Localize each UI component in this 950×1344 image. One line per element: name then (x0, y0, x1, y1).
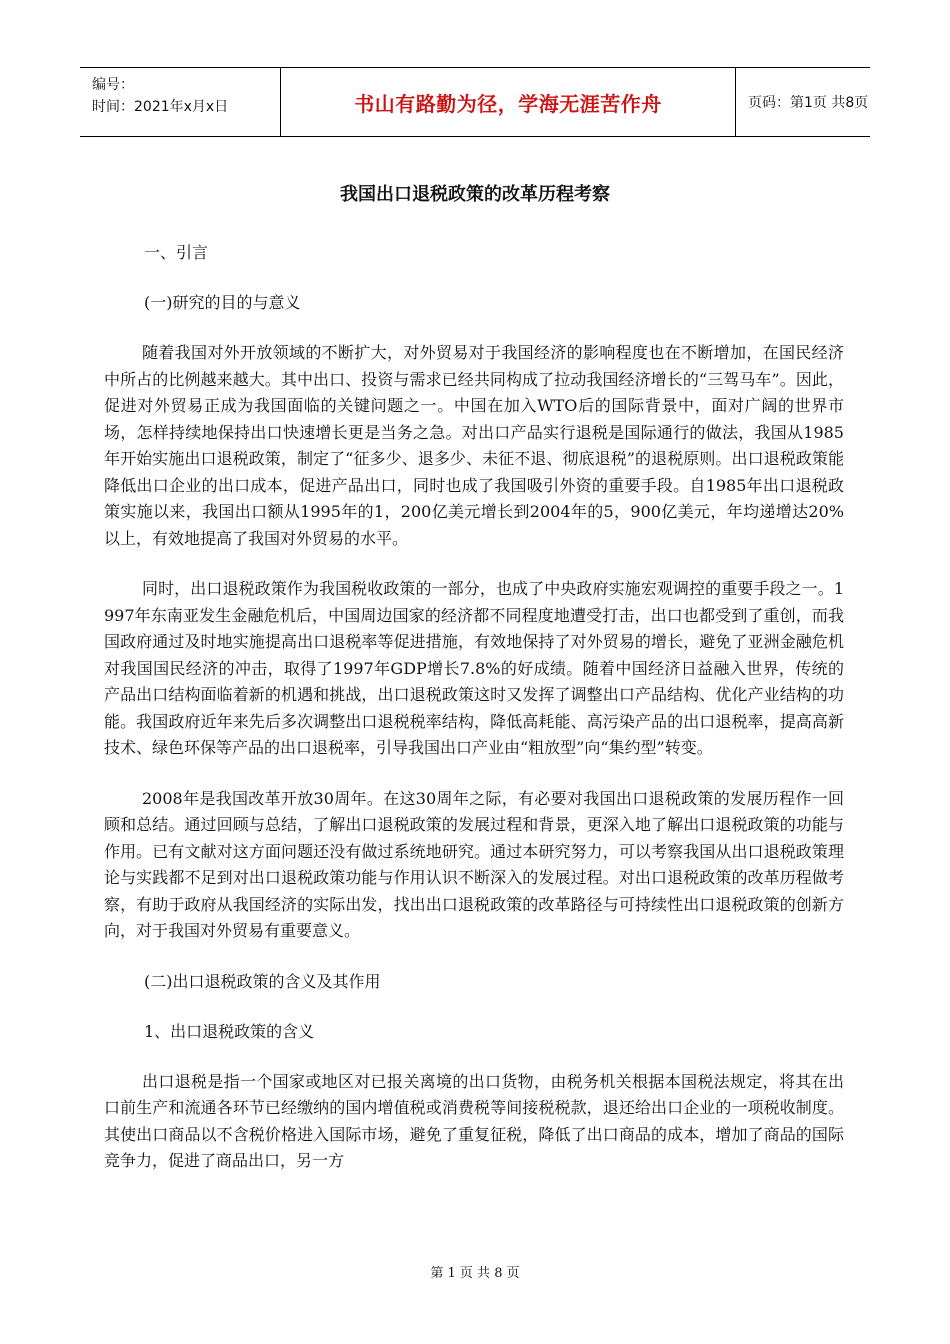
header-motto-cell (281, 68, 736, 136)
paragraph-2: 同时，出口退税政策作为我国税收政策的一部分，也成了中央政府实施宏观调控的重要手段之一。1997年东南亚发生金融危机后，中国周边国家的经济都不同程度地遭受打击，出口也都受到了重创，而我国政府通过及时地实施提高出口退税率等促进措施，有效地保持了对外贸易的增长，避免了亚洲金融危机对我国国民经济的冲击，取得了1997年GDP增长7.8%的好成绩。随着中国经济日益融入世界，传统的产品出口结构面临着新的机遇和挑战，出口退税政策这时又发挥了调整出口产品结构、优化产业结构的功能。我国政府近年来先后多次调整出口退税税率结构，降低高耗能、高污染产品的出口退税率，提高高新技术、绿色环保等产品的出口退税率，引导我国出口产业由“粗放型”向“集约型”转变。 (104, 579, 844, 757)
paragraph-3: 2008年是我国改革开放30周年。在这30周年之际，有必要对我国出口退税政策的发展历程作一回顾和总结。通过回顾与总结，了解出口退税政策的发展过程和背景，更深入地了解出口退税政策的功能与作用。已有文献对这方面问题还没有做过系统地研究。通过本研究努力，可以考察我国从出口退税政策理论与实践都不足到对出口退税政策功能与作用认识不断深入的发展过程。对出口退税政策的改革历程做考察，有助于政府从我国经济的实际出发，找出出口退税政策的改革路径与可持续性出口退税政策的创新方向，对于我国对外贸易有重要意义。 (104, 788, 844, 940)
subsection-heading-meaning: (二)出口退税政策的含义及其作用 (144, 971, 381, 991)
document-body (104, 240, 844, 1175)
document-header (80, 67, 870, 137)
subsubsection-heading-definition: 1、出口退税政策的含义 (144, 1021, 315, 1041)
header-page-info: 页码：第1页 共8页 (748, 95, 869, 111)
paragraph-1: 随着我国对外开放领域的不断扩大，对外贸易对于我国经济的影响程度也在不断增加，在国民经济中所占的比例越来越大。其中出口、投资与需求已经共同构成了拉动我国经济增长的“三驾马车”。因此，促进对外贸易正成为我国面临的关键问题之一。中国在加入WTO后的国际背景中，面对广阔的世界市场，怎样持续地保持出口快速增长更是当务之急。对出口产品实行退税是国际通行的做法，我国从1985年开始实施出口退税政策，制定了“征多少、退多少、未征不退、彻底退税”的退税原则。出口退税政策能降低出口企业的出口成本，促进产品出口，同时也成了我国吸引外资的重要手段。自1985年出口退税政策实施以来，我国出口额从1995年的1，200亿美元增长到2004年的5，900亿美元，年均递增达20%以上，有效地提高了我国对外贸易的水平。 (104, 343, 844, 548)
page-footer: 第 1 页 共 8 页 (430, 1266, 520, 1281)
number-label: 编号： (92, 77, 134, 93)
header-motto: 书山有路勤为径，学海无涯苦作舟 (354, 91, 662, 116)
time-label: 时间：2021年x月x日 (92, 99, 229, 115)
section-heading-intro: 一、引言 (144, 243, 209, 262)
paragraph-4: 出口退税是指一个国家或地区对已报关离境的出口货物，由税务机关根据本国税法规定，将其在出口前生产和流通各环节已经缴纳的国内增值税或消费税等间接税税款，退还给出口企业的一项税收制度。其使出口商品以不含税价格进入国际市场，避免了重复征税，降低了出口商品的成本，增加了商品的国际竞争力，促进了商品出口，另一方 (104, 1071, 844, 1170)
document-title: 我国出口退税政策的改革历程考察 (340, 184, 610, 205)
header-meta-cell (80, 68, 281, 136)
subsection-heading-purpose: (一)研究的目的与意义 (144, 293, 301, 312)
header-page-cell (736, 68, 870, 136)
